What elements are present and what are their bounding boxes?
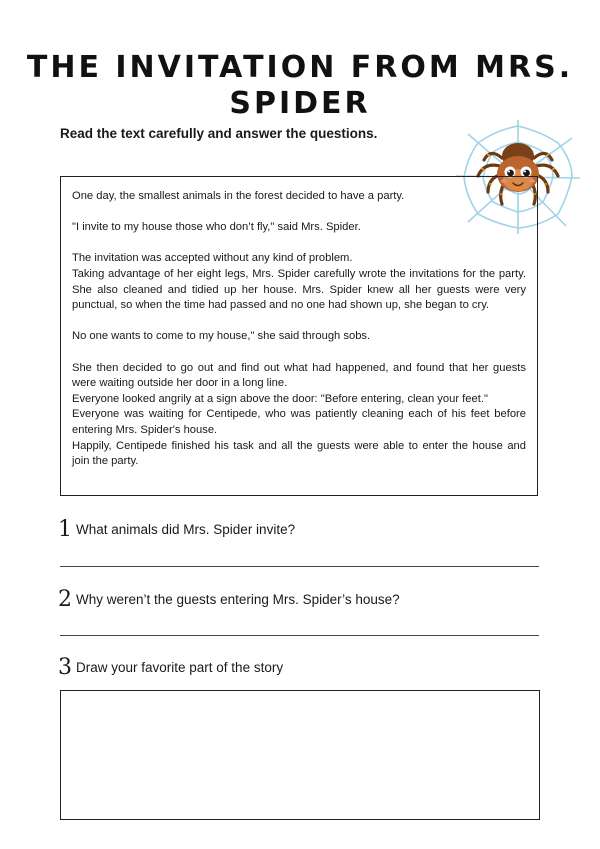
question-number: 2	[58, 587, 72, 612]
story-paragraph: No one wants to come to my house," she said through sobs.	[72, 330, 371, 343]
story-paragraph: The invitation was accepted without any kind of problem.	[72, 252, 353, 265]
story-paragraph: Everyone looked angrily at a sign above the door: "Before entering, clean your feet."	[72, 392, 488, 405]
answer-line-1[interactable]	[60, 566, 539, 567]
drawing-area[interactable]	[60, 690, 540, 820]
story-paragraph: "I invite to my house those who don’t fly," said Mrs. Spider.	[72, 221, 361, 234]
story-text-box	[60, 176, 538, 496]
story-paragraph: Happily, Centipede finished his task and all the guests were able to enter the house and join the party.	[72, 439, 526, 468]
instructions: Read the text carefully and answer the questions.	[60, 126, 378, 141]
question-text: Why weren’t the guests entering Mrs. Spider’s house?	[76, 592, 400, 607]
page-title: THE INVITATION FROM MRS. SPIDER	[26, 50, 574, 121]
story-paragraph: One day, the smallest animals in the forest decided to have a party.	[72, 190, 405, 202]
question-number: 3	[58, 655, 72, 680]
story-paragraph: Everyone was waiting for Centipede, who was patiently cleaning each of his feet before entering Mrs. Spider's house.	[72, 408, 526, 436]
question-number: 1	[58, 517, 72, 542]
story-paragraph: She then decided to go out and find out what had happened, and found that her guests were waiting outside her door in a long line.	[72, 361, 526, 390]
story-paragraph: Taking advantage of her eight legs, Mrs. Spider carefully wrote the invitations for the party. She also cleaned and tidied up her house. Mrs. Spider knew all her guests were very punctual, so when the time had passed and no one had shown up, she began to cry.	[72, 267, 526, 312]
question-text: Draw your favorite part of the story	[76, 660, 284, 675]
question-text: What animals did Mrs. Spider invite?	[76, 522, 296, 537]
answer-line-2[interactable]	[60, 635, 539, 636]
